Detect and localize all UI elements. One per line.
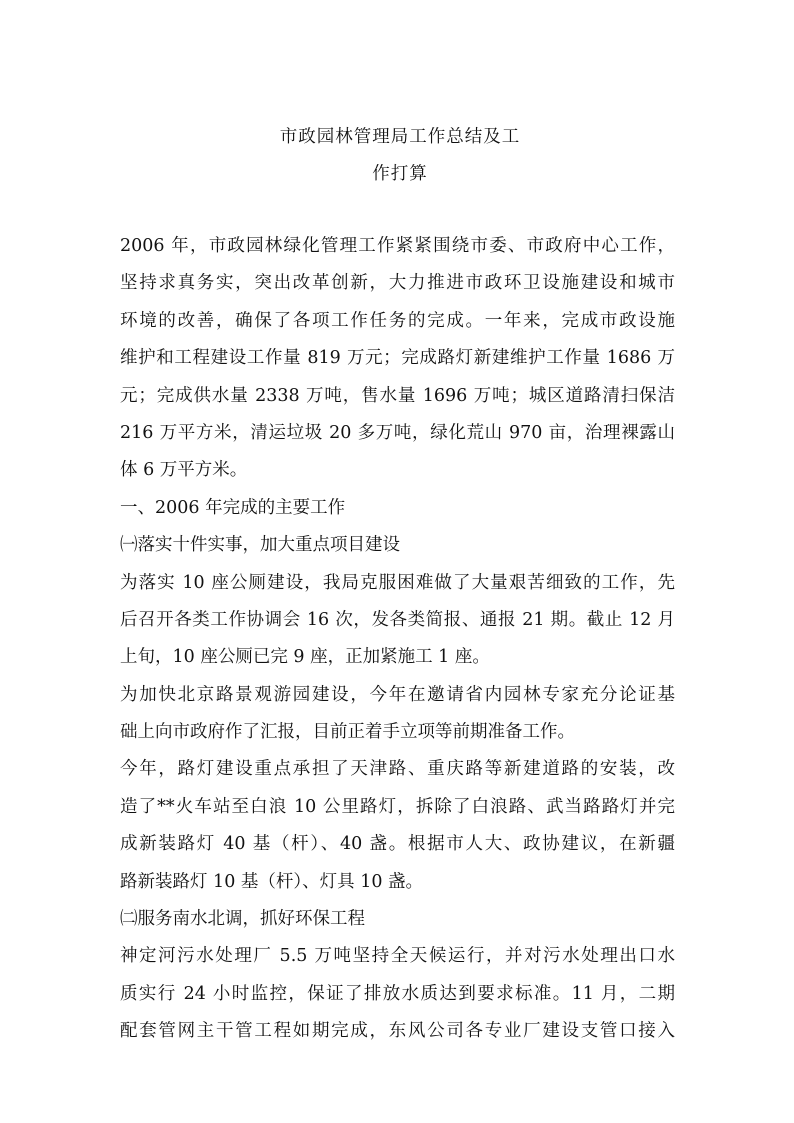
body-line: 后召开各类工作协调会 16 次，发各类简报、通报 21 期。截止 12 月 bbox=[120, 609, 675, 630]
body-line: 础上向市政府作了汇报，目前正着手立项等前期准备工作。 bbox=[120, 722, 575, 743]
body-line: 维护和工程建设工作量 819 万元；完成路灯新建维护工作量 1686 万 bbox=[120, 348, 675, 369]
body-line: 神定河污水处理厂 5.5 万吨坚持全天候运行，并对污水处理出口水 bbox=[120, 946, 675, 967]
title-line: 作打算 bbox=[372, 164, 428, 185]
body-line: 配套管网主干管工程如期完成，东风公司各专业厂建设支管口接入 bbox=[120, 1021, 675, 1042]
body-line: ㈡服务南水北调，抓好环保工程 bbox=[120, 909, 365, 930]
body-line: 路新装路灯 10 基（杆）、灯具 10 盏。 bbox=[120, 871, 424, 892]
body-line: 为落实 10 座公厕建设，我局克服困难做了大量艰苦细致的工作，先 bbox=[120, 572, 675, 593]
body-line: 今年，路灯建设重点承担了天津路、重庆路等新建道路的安装，改 bbox=[120, 759, 675, 780]
body-line: 2006 年，市政园林绿化管理工作紧紧围绕市委、市政府中心工作， bbox=[120, 236, 675, 256]
body-line: 体 6 万平方米。 bbox=[120, 460, 248, 481]
title-line: 市政园林管理局工作总结及工 bbox=[279, 126, 521, 147]
body-line: 造了**火车站至白浪 10 公里路灯，拆除了白浪路、武当路路灯并完 bbox=[120, 796, 675, 817]
body-line: 上旬，10 座公厕已完 9 座，正加紧施工 1 座。 bbox=[120, 647, 490, 668]
body-line: 为加快北京路景观游园建设，今年在邀请省内园林专家充分论证基 bbox=[120, 684, 675, 705]
body-line: ㈠落实十件实事，加大重点项目建设 bbox=[120, 535, 400, 556]
body-line: 元；完成供水量 2338 万吨，售水量 1696 万吨；城区道路清扫保洁 bbox=[120, 385, 675, 406]
document-title bbox=[120, 119, 680, 194]
body-line: 质实行 24 小时监控，保证了排放水质达到要求标准。11 月，二期 bbox=[120, 983, 675, 1004]
body-line: 成新装路灯 40 基（杆）、40 盏。根据市人大、政协建议，在新疆 bbox=[120, 834, 675, 855]
body-line: 一、2006 年完成的主要工作 bbox=[120, 497, 346, 518]
body-line: 216 万平方米，清运垃圾 20 多万吨，绿化荒山 970 亩，治理裸露山 bbox=[120, 422, 675, 443]
body-line: 环境的改善，确保了各项工作任务的完成。一年来，完成市政设施 bbox=[120, 310, 675, 331]
document-body bbox=[120, 228, 675, 1051]
body-line: 坚持求真务实，突出改革创新，大力推进市政环卫设施建设和城市 bbox=[120, 273, 675, 294]
